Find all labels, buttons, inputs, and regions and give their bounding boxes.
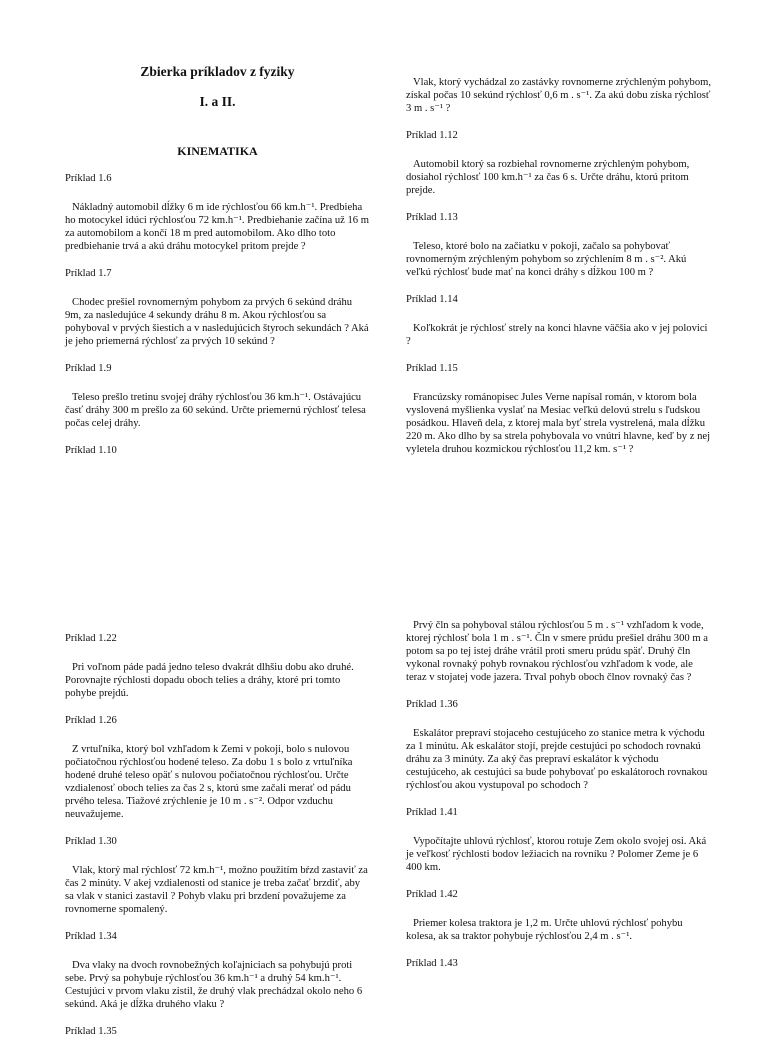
- problem-label: Príklad 1.43: [406, 958, 458, 969]
- problem-label: Príklad 1.15: [406, 363, 458, 374]
- problem-text: Priemer kolesa traktora je 1,2 m. Určte uhlovú rýchlosť pohybu kolesa, ak sa traktor pohybuje rýchlosťou 2,4 m . s⁻¹.: [406, 918, 683, 942]
- problem-label: Príklad 1.12: [406, 130, 458, 141]
- problem-block: [406, 957, 711, 970]
- problem-block: [65, 1025, 370, 1038]
- problem-text: Dva vlaky na dvoch rovnobežných koľajniciach sa pohybujú proti sebe. Prvý sa pohybuje rýchlosťou 36 km.h⁻¹ a druhý 54 km.h⁻¹. Cestujúci v prvom vlaku zistil, že druhý vlak prechádzal okolo neho 6 sekúnd. Aká je dĺžka druhého vlaku ?: [65, 960, 363, 1010]
- problem-text: Eskalátor prepraví stojaceho cestujúceho zo stanice metra k východu za 1 minútu. Ak eskalátor stojí, prejde cestujúci po schodoch rovnakú dráhu za 3 minúty. Za aký čas prepraví eskalátor k východu cestujúceho, ak cestujúci sa bude pohybovať po eskalátoroch rovnakou rýchlosťou akou vystupoval po schodoch ?: [406, 728, 708, 791]
- problem-block: [65, 444, 370, 457]
- problem-list: [406, 76, 711, 456]
- problem-text: Chodec prešiel rovnomerným pohybom za prvých 6 sekúnd dráhu 9m, za nasledujúce 4 sekundy dráhu 8 m. Akou rýchlosťou sa pohyboval v prvých šiestich a v nasledujúcich štyroch sekundách ? Aká je jeho priemerná rýchlosť za prvých 10 sekúnd ?: [65, 297, 369, 347]
- problem-block: [406, 362, 711, 456]
- bottom-left-column: [65, 632, 370, 1054]
- problem-label: Príklad 1.34: [65, 931, 117, 942]
- problem-label: Príklad 1.26: [65, 715, 117, 726]
- problem-block: [65, 267, 370, 348]
- problem-text: Z vrtuľníka, ktorý bol vzhľadom k Zemi v pokoji, bolo s nulovou počiatočnou rýchlosťou hodené teleso. Za dobu 1 s bolo z vrtuľníka hodené druhé teleso opäť s nulovou počiatočnou rýchlosťou. Určte vzdialenosť oboch telies za čas 2 s, ktorú sme začali merať od pádu prvého telesa. Tiažové zrýchlenie je 10 m . s⁻². Odpor vzduchu neuvažujeme.: [65, 744, 353, 820]
- problem-text: Teleso, ktoré bolo na začiatku v pokoji, začalo sa pohybovať rovnomerným zrýchleným pohybom so zrýchlením 8 m . s⁻². Akú veľkú rýchlosť bude mať na konci dráhy s dĺžkou 100 m ?: [406, 241, 687, 278]
- problem-block: [65, 632, 370, 700]
- document-subtitle: I. a II.: [199, 94, 236, 109]
- document-title: Zbierka príkladov z fyziky: [140, 64, 295, 79]
- problem-label: Príklad 1.10: [65, 445, 117, 456]
- bottom-right-column: [406, 619, 711, 986]
- problem-block: [65, 835, 370, 916]
- problem-label: Príklad 1.6: [65, 173, 112, 184]
- problem-block: [406, 293, 711, 348]
- problem-block: [406, 619, 711, 684]
- problem-label: Príklad 1.36: [406, 699, 458, 710]
- problem-label: Príklad 1.14: [406, 294, 458, 305]
- problem-list: [65, 172, 370, 457]
- problem-label: Príklad 1.42: [406, 889, 458, 900]
- problem-text: Pri voľnom páde padá jedno teleso dvakrát dlhšiu dobu ako druhé. Porovnajte rýchlosti dopadu oboch telies a dráhy, ktoré pri tomto pohybe prejdú.: [65, 662, 354, 699]
- problem-block: [65, 930, 370, 1011]
- problem-block: [406, 698, 711, 792]
- problem-block: [406, 806, 711, 874]
- problem-label: Príklad 1.22: [65, 633, 117, 644]
- problem-text: Vypočítajte uhlovú rýchlosť, ktorou rotuje Zem okolo svojej osi. Aká je veľkosť rýchlosti bodov ležiacich na rovníku ? Polomer Zeme je 6 400 km.: [406, 836, 707, 873]
- problem-list: [406, 619, 711, 970]
- problem-label: Príklad 1.9: [65, 363, 112, 374]
- problem-label: Príklad 1.13: [406, 212, 458, 223]
- problem-block: [65, 172, 370, 253]
- problem-block: [406, 888, 711, 943]
- problem-text: Vlak, ktorý mal rýchlosť 72 km.h⁻¹, možno použitím bŕzd zastaviť za čas 2 minúty. V akej vzdialenosti od stanice je treba začať brzdiť, aby sa vlak v stanici zastavil ? Pohyb vlaku pri brzdení považujeme za rovnomerne spomalený.: [65, 865, 368, 915]
- problem-text: Teleso prešlo tretinu svojej dráhy rýchlosťou 36 km.h⁻¹. Ostávajúcu časť dráhy 300 m prešlo za 60 sekúnd. Určte priemernú rýchlosť telesa počas celej dráhy.: [65, 392, 366, 429]
- bottom-page-half: [0, 614, 768, 1037]
- problem-text: Nákladný automobil dĺžky 6 m ide rýchlosťou 66 km.h⁻¹. Predbieha ho motocykel idúci rýchlosťou 72 km.h⁻¹. Predbiehanie začína už 16 m za automobilom a končí 18 m pred automobilom. Ako dlho toto predbiehanie trvá a akú dráhu motocykel pritom prejde ?: [65, 202, 369, 252]
- problem-block: [406, 129, 711, 197]
- problem-label: Príklad 1.41: [406, 807, 458, 818]
- problem-text: Francúzsky románopisec Jules Verne napísal román, v ktorom bola vyslovená myšlienka vyslať na Mesiac veľkú delovú strelu s ľudskou posádkou. Hlaveň dela, z ktorej mala byť strela vystrelená, mala dĺžku 220 m. Ako dlho by sa strela pohybovala vo vnútri hlavne, keď by z nej vyletela druhou kozmickou rýchlosťou 11,2 km. s⁻¹ ?: [406, 392, 711, 455]
- problem-text: Prvý čln sa pohyboval stálou rýchlosťou 5 m . s⁻¹ vzhľadom k vode, ktorej rýchlosť bola 1 m . s⁻¹. Čln v smere prúdu prešiel dráhu 300 m a potom sa po tej istej dráhe vrátil proti smeru prúdu späť. Druhý čln vykonal rovnaký pohyb rovnakou rýchlosťou vzhľadom k vode, ale teraz v stojatej vode jazera. Trval pohyb oboch člnov rovnaký čas ?: [406, 620, 708, 683]
- problem-block: [65, 362, 370, 430]
- problem-label: Príklad 1.7: [65, 268, 112, 279]
- problem-block: [406, 211, 711, 279]
- problem-text: Koľkokrát je rýchlosť strely na konci hlavne väčšia ako v jej polovici ?: [406, 323, 708, 347]
- section-heading: KINEMATIKA: [177, 144, 258, 158]
- problem-label: Príklad 1.30: [65, 836, 117, 847]
- problem-block: [65, 714, 370, 821]
- problem-text: Automobil ktorý sa rozbiehal rovnomerne zrýchleným pohybom, dosiahol rýchlosť 100 km.h⁻¹ za čas 6 s. Určte dráhu, ktorú pritom prejde.: [406, 159, 690, 196]
- top-right-column: [406, 76, 711, 470]
- problem-list: [65, 632, 370, 1038]
- top-page-half: [0, 0, 768, 520]
- problem-text: Vlak, ktorý vychádzal zo zastávky rovnomerne zrýchleným pohybom, získal počas 10 sekúnd rýchlosť 0,6 m . s⁻¹. Za akú dobu získa rýchlosť 3 m . s⁻¹ ?: [406, 77, 712, 114]
- problem-block: [406, 76, 711, 115]
- top-left-column: [65, 63, 370, 473]
- problem-label: Príklad 1.35: [65, 1026, 117, 1037]
